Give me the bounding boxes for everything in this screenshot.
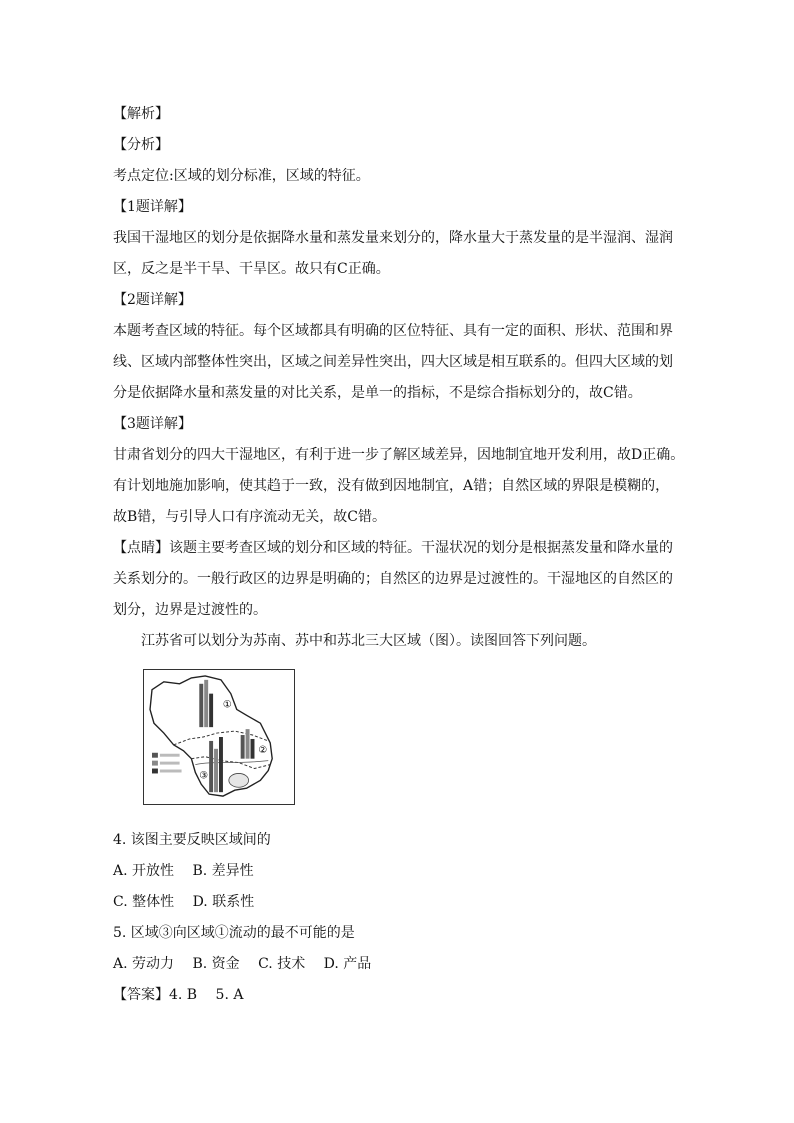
text-line: 4. 该图主要反映区域间的 [113,832,271,848]
text-line: 划分，边界是过渡性的。 [113,602,267,618]
text-line: 分是依据降水量和蒸发量的对比关系，是单一的指标，不是综合指标划分的，故C错。 [113,385,642,401]
text-line: 本题考查区域的特征。每个区域都具有明确的区位特征、具有一定的面积、形状、范围和界 [113,323,673,339]
legend [152,753,182,774]
text-line: 【解析】 [113,106,169,122]
jiangsu-map-svg [144,670,294,804]
text-line: 我国干湿地区的划分是依据降水量和蒸发量来划分的，降水量大于蒸发量的是半湿润、湿润 [113,230,673,246]
text-line: A. 开放性 B. 差异性 [113,863,254,879]
jiangsu-map-figure [143,669,295,805]
text-line: 【点睛】该题主要考查区域的划分和区域的特征。干湿状况的划分是根据蒸发量和降水量的 [113,540,673,556]
text-line: 考点定位:区域的划分标准，区域的特征。 [113,168,370,184]
text-line: 【2题详解】 [113,292,192,308]
text-line: 【3题详解】 [113,416,192,432]
text-line: 【1题详解】 [113,199,192,215]
text-line: 线、区域内部整体性突出，区域之间差异性突出，四大区域是相互联系的。但四大区域的划 [113,354,673,370]
text-line: C. 整体性 D. 联系性 [113,894,255,910]
text-line: 区，反之是半干旱、干旱区。故只有C正确。 [113,261,390,277]
region-label-3: ③ [199,770,209,782]
text-line: 甘肃省划分的四大干湿地区，有利于进一步了解区域差异，因地制宜地开发利用，故D正确。 [113,447,685,463]
text-line: 5. 区域③向区域①流动的最不可能的是 [113,925,355,941]
region-label-2: ② [258,744,268,756]
text-line: 故B错，与引导人口有序流动无关，故C错。 [113,509,386,525]
text-line: A. 劳动力 B. 资金 C. 技术 D. 产品 [113,956,372,972]
text-line: 【分析】 [113,137,169,153]
lake-shape [229,773,249,787]
text-line: 【答案】4. B 5. A [113,987,244,1003]
region-label-1: ① [222,699,232,711]
text-line: 关系划分的。一般行政区的边界是明确的；自然区的边界是过渡性的。干湿地区的自然区的 [113,571,673,587]
text-line: 有计划地施加影响，使其趋于一致，没有做到因地制宜，A错；自然区域的界限是模糊的， [113,478,670,494]
text-line: 江苏省可以划分为苏南、苏中和苏北三大区域（图）。读图回答下列问题。 [141,633,596,649]
